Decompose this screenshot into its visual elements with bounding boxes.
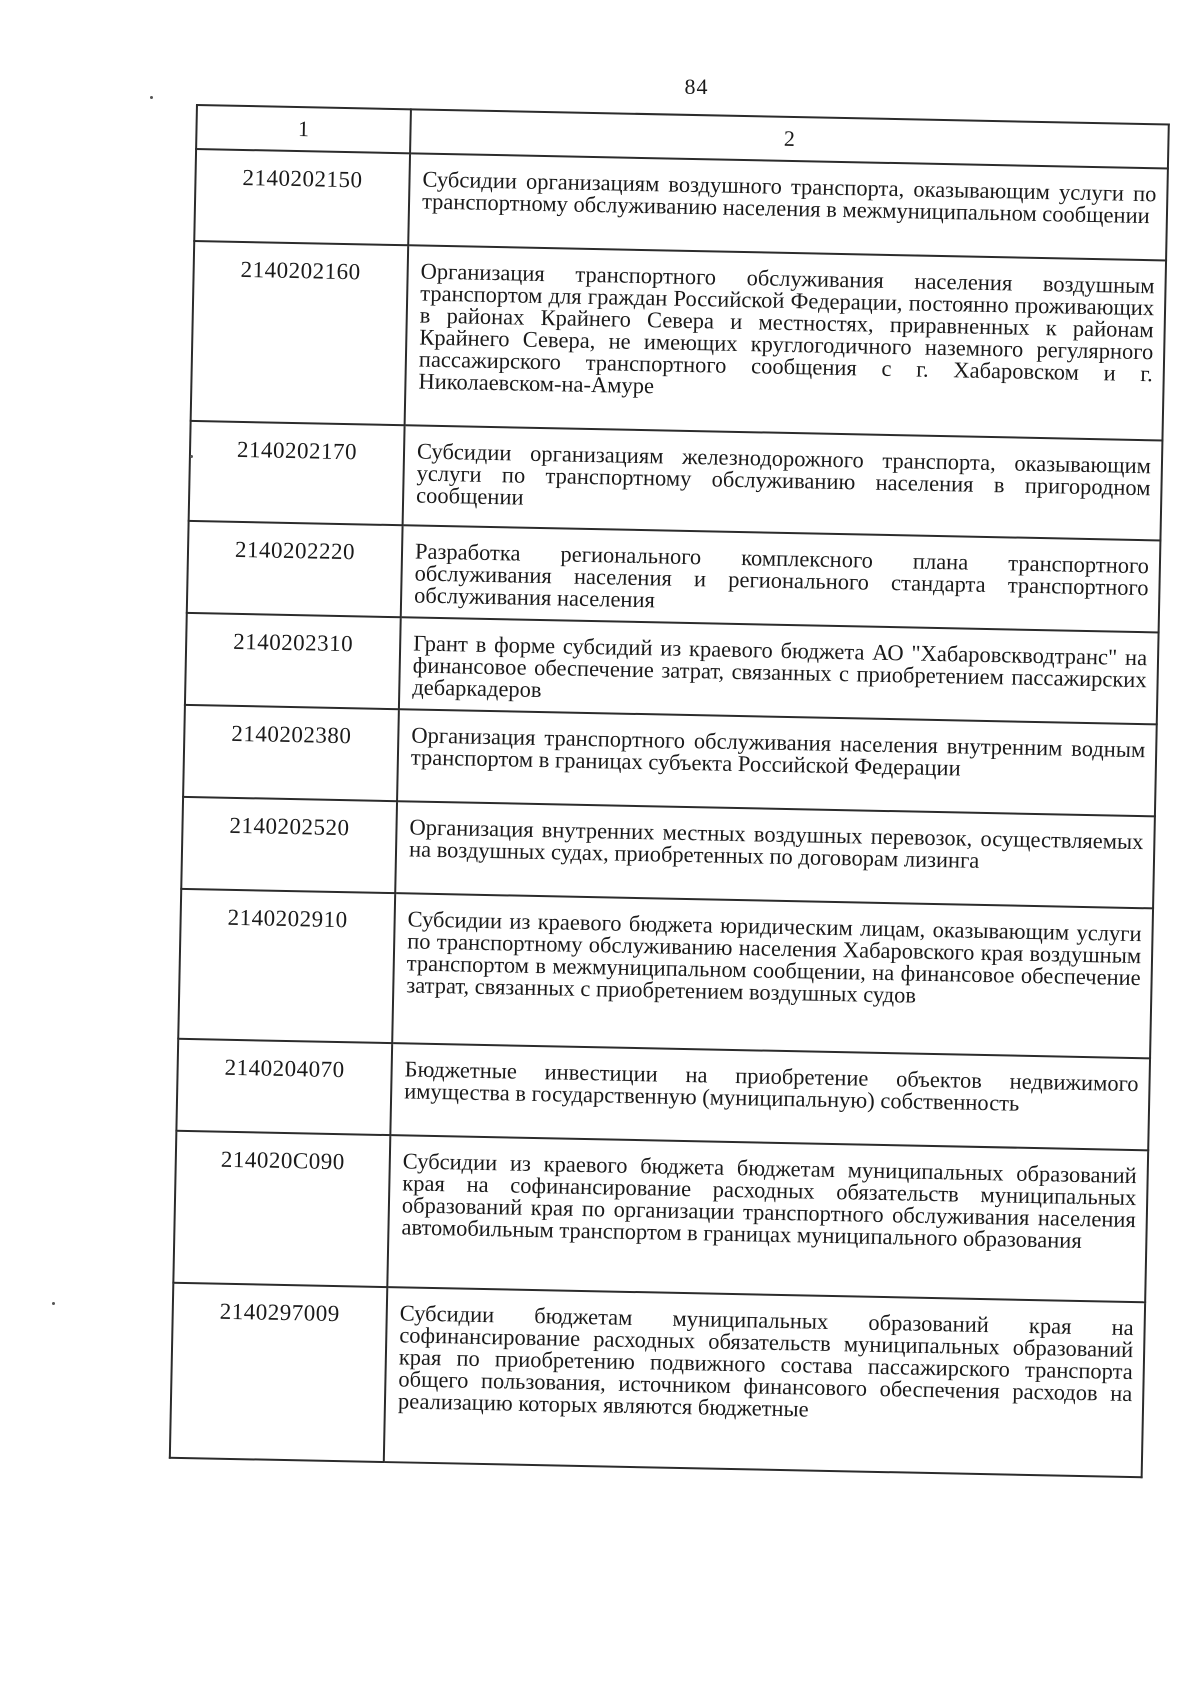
budget-item-description: Грант в форме субсидий из краевого бюджета АО "Хабаровскводтранс" на финансовое обеспечение затрат, связанных с приобретением пассажирских дебаркадеров	[399, 617, 1159, 724]
table-row	[173, 1131, 1148, 1302]
budget-item-description: Субсидии из краевого бюджета бюджетам муниципальных образований края на софинансирование расходных обязательств муниципальных образований края по организации транспортного обслуживания населения автомобильным транспортом в границах муниципального образования	[387, 1135, 1148, 1302]
budget-item-description: Разработка регионального комплексного плана транспортного обслуживания населения и регионального стандарта транспортного обслуживания населения	[401, 525, 1161, 632]
budget-code: 2140297009	[170, 1283, 387, 1462]
budget-code: 2140202150	[194, 149, 410, 245]
budget-code: 2140202520	[181, 797, 397, 893]
scan-speck	[150, 96, 153, 99]
page-number: 84	[684, 74, 709, 99]
budget-code: 2140202170	[189, 421, 405, 525]
budget-item-description: Субсидии из краевого бюджета юридическим лицам, оказывающим услуги по транспортному обслуживанию населения Хабаровского края воздушным транспортом в межмуниципальном сообщении, на финансовое обеспечение затрат, связанных с приобретением воздушных судов	[392, 893, 1153, 1058]
budget-code: 2140202220	[187, 521, 403, 617]
budget-item-description: Организация транспортного обслуживания населения внутренним водным транспортом в границах субъекта Российской Федерации	[397, 709, 1157, 816]
column-header-description: 2	[410, 109, 1169, 168]
budget-item-description: Субсидии организациям воздушного транспорта, оказывающим услуги по транспортному обслуживанию населения в межмуниципальном сообщении	[408, 153, 1168, 260]
budget-item-description: Организация транспортного обслуживания населения воздушным транспортом для граждан Российской Федерации, постоянно проживающих в районах Крайнего Севера и местностях, приравненных к районам Крайнего Севера, не имеющих круглогодичного наземного регулярного пассажирского транспортного сообщения с г. Хабаровском и г. Николаевском-на-Амуре	[405, 245, 1166, 440]
budget-code: 214020С090	[173, 1131, 390, 1287]
budget-codes-table	[169, 104, 1170, 1478]
budget-code: 2140204070	[176, 1039, 392, 1135]
budget-item-description: Субсидии бюджетам муниципальных образований края на софинансирование расходных обязательств муниципальных образований края по приобретению подвижного состава пассажирского транспорта общего пользования, источником финансового обеспечения расходов на реализацию которых являются бюджетные	[384, 1287, 1145, 1477]
budget-code: 2140202380	[183, 705, 399, 801]
budget-item-description: Организация внутренних местных воздушных перевозок, осуществляемых на воздушных судах, приобретенных по договорам лизинга	[395, 801, 1155, 908]
budget-code: 2140202910	[178, 889, 395, 1043]
table-row	[178, 889, 1153, 1058]
column-header-code: 1	[196, 105, 411, 153]
table-row	[189, 421, 1163, 540]
budget-code: 2140202310	[185, 613, 401, 709]
budget-item-description: Субсидии организациям железнодорожного транспорта, оказывающим услуги по транспортному обслуживанию населения в пригородном сообщении	[403, 425, 1163, 540]
budget-code: 2140202160	[191, 241, 409, 425]
scan-speck	[52, 1302, 55, 1305]
table-row	[191, 241, 1166, 440]
budget-item-description: Бюджетные инвестиции на приобретение объектов недвижимого имущества в государственную (муниципальную) собственность	[390, 1043, 1150, 1150]
scan-speck	[190, 455, 193, 458]
table-row	[170, 1283, 1145, 1477]
